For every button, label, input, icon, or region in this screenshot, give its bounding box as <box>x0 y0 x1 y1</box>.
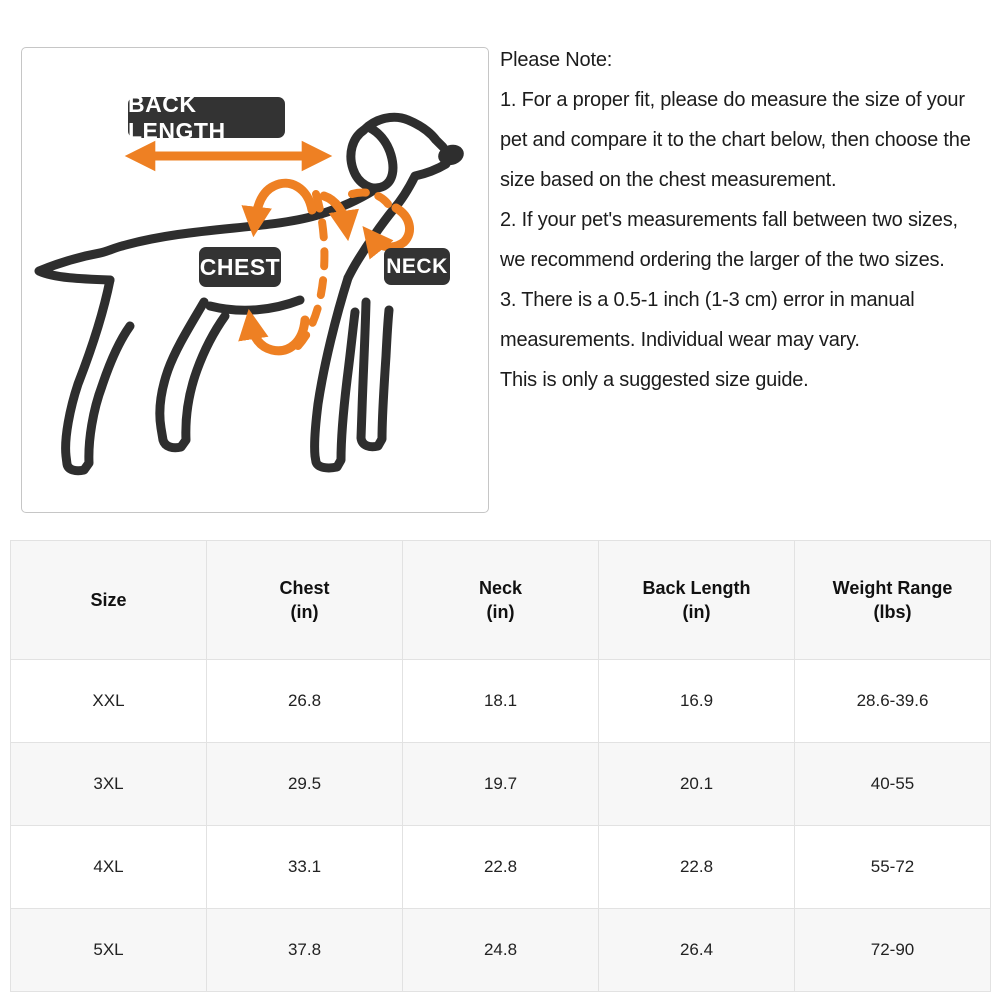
size-table <box>10 540 991 992</box>
cell-neck: 18.1 <box>403 660 599 743</box>
cell-chest: 37.8 <box>207 909 403 992</box>
cell-back-length: 22.8 <box>599 826 795 909</box>
cell-size: 5XL <box>11 909 207 992</box>
cell-chest: 29.5 <box>207 743 403 826</box>
cell-chest: 26.8 <box>207 660 403 743</box>
table-row-xxl <box>11 660 991 743</box>
col-header-size: Size <box>11 541 207 660</box>
table-row-5xl <box>11 909 991 992</box>
table-row-4xl <box>11 826 991 909</box>
note-line: 2. If your pet's measurements fall between two sizes, <box>500 209 958 231</box>
cell-neck: 24.8 <box>403 909 599 992</box>
back-length-label-text: BACK LENGTH <box>128 90 226 144</box>
col-header-neck: Neck (in) <box>403 541 599 660</box>
table-row-3xl <box>11 743 991 826</box>
col-header-weight-range: Weight Range (lbs) <box>795 541 991 660</box>
back-length-label <box>128 90 285 144</box>
neck-label <box>384 248 450 285</box>
col-header-back-length: Back Length (in) <box>599 541 795 660</box>
chest-label <box>199 247 281 287</box>
cell-chest: 33.1 <box>207 826 403 909</box>
cell-weight: 72-90 <box>795 909 991 992</box>
col-header-chest: Chest (in) <box>207 541 403 660</box>
note-line: 1. For a proper fit, please do measure the size of your <box>500 89 965 111</box>
note-line: measurements. Individual wear may vary. <box>500 329 860 351</box>
note-line: pet and compare it to the chart below, then choose the <box>500 129 971 151</box>
note-line: 3. There is a 0.5-1 inch (1-3 cm) error in manual <box>500 289 915 311</box>
chest-label-text: CHEST <box>199 253 281 280</box>
cell-back-length: 16.9 <box>599 660 795 743</box>
cell-weight: 28.6-39.6 <box>795 660 991 743</box>
note-line: size based on the chest measurement. <box>500 169 837 191</box>
cell-size: XXL <box>11 660 207 743</box>
cell-neck: 22.8 <box>403 826 599 909</box>
notes-panel <box>500 40 997 400</box>
cell-back-length: 20.1 <box>599 743 795 826</box>
measurement-diagram <box>21 47 489 513</box>
note-line: we recommend ordering the larger of the two sizes. <box>500 249 945 271</box>
cell-back-length: 26.4 <box>599 909 795 992</box>
notes-title: Please Note: <box>500 49 613 71</box>
cell-neck: 19.7 <box>403 743 599 826</box>
cell-size: 3XL <box>11 743 207 826</box>
cell-size: 4XL <box>11 826 207 909</box>
cell-weight: 55-72 <box>795 826 991 909</box>
cell-weight: 40-55 <box>795 743 991 826</box>
dog-outline <box>39 117 446 471</box>
size-table-container <box>10 540 991 992</box>
neck-label-text: NECK <box>386 254 448 278</box>
note-line: This is only a suggested size guide. <box>500 369 809 391</box>
header-row <box>11 541 991 660</box>
